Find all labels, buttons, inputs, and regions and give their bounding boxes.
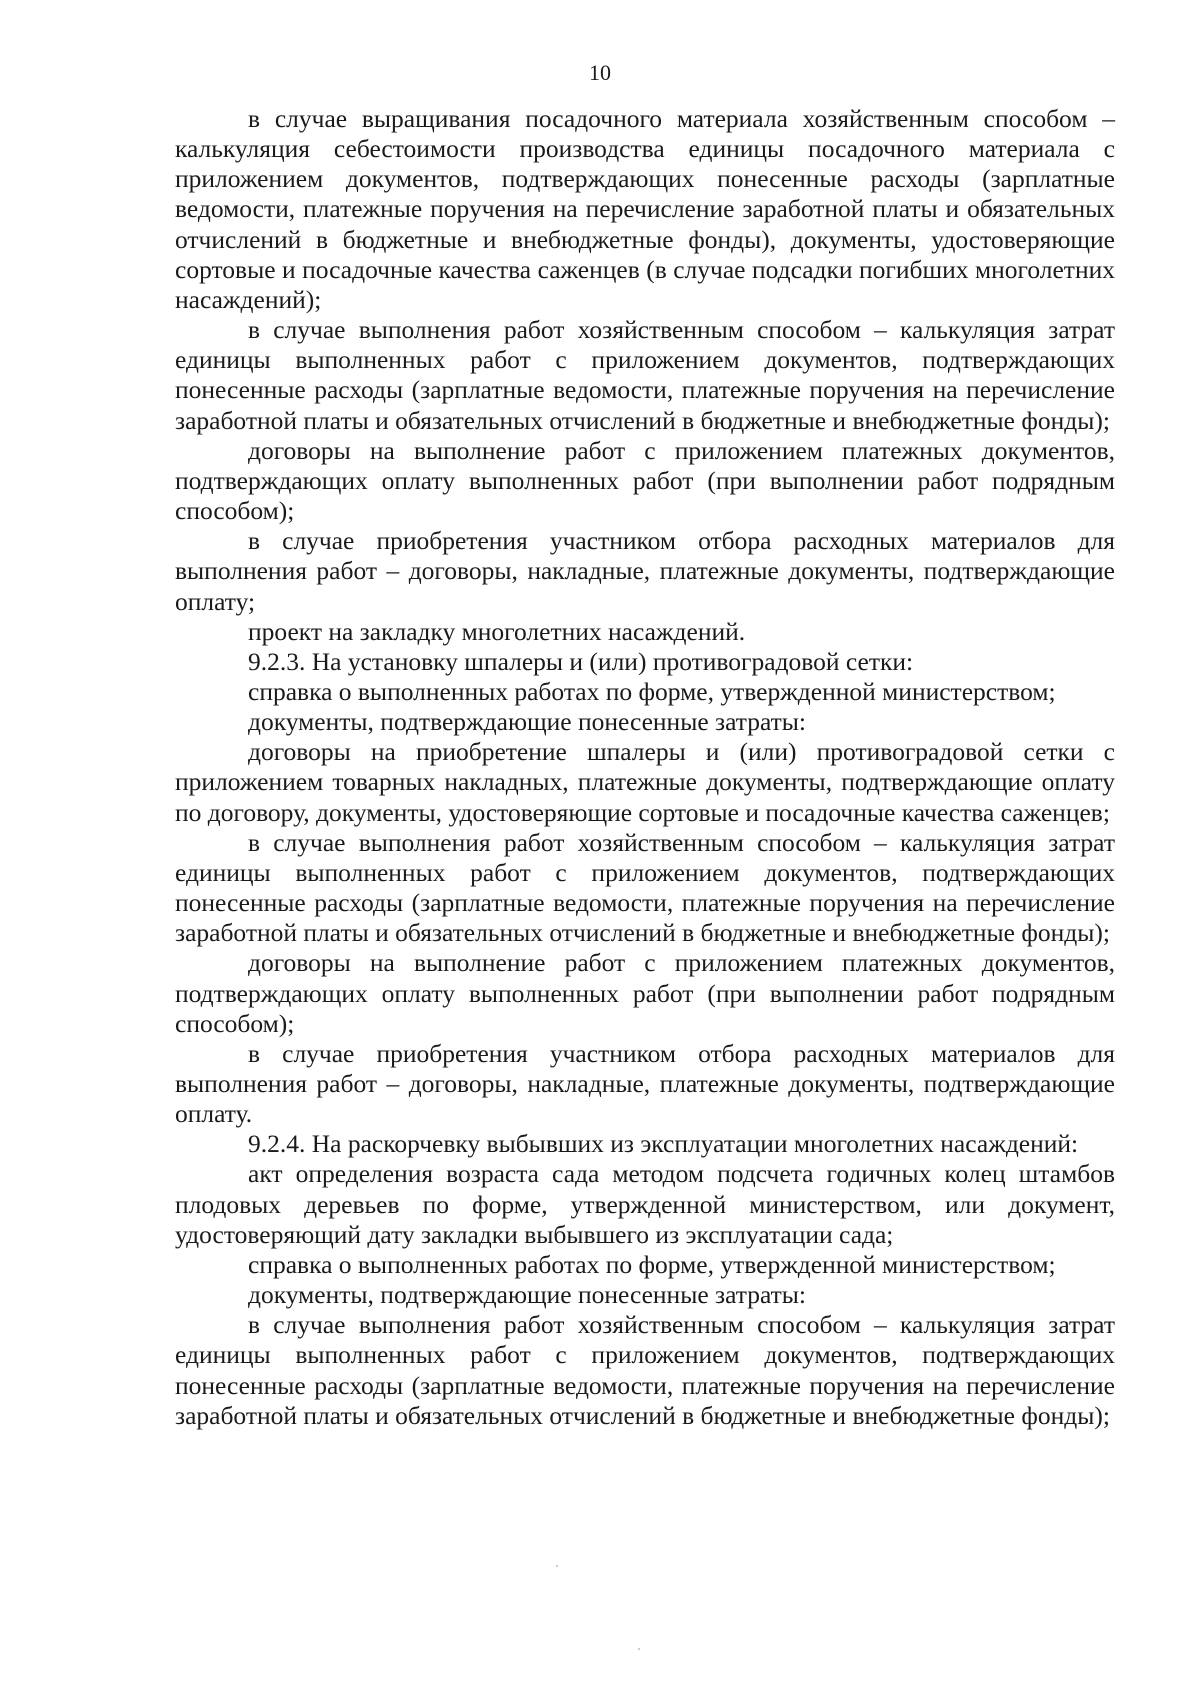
paragraph-9: договоры на приобретение шпалеры и (или) противоградовой сетки с приложением товарных накладных, платежные документы, подтверждающие оплату по договору, документы, удостоверяющие сортовые и посадочные качества саженцев; (175, 737, 1115, 827)
paragraph-8: документы, подтверждающие понесенные затраты: (248, 707, 806, 737)
page-number: 10 (589, 60, 611, 85)
scan-speck (556, 1565, 558, 1567)
paragraph-17: в случае выполнения работ хозяйственным способом – калькуляция затрат единицы выполненных работ с приложением документов, подтверждающих понесенные расходы (зарплатные ведомости, платежные поручения на перечисление заработной платы и обязательных отчислений в бюджетные и внебюджетные фонды); (175, 1310, 1115, 1430)
section-heading-9-2-3: 9.2.3. На установку шпалеры и (или) противоградовой сетки: (248, 646, 914, 676)
paragraph-3: договоры на выполнение работ с приложением платежных документов, подтверждающих оплату выполненных работ (при выполнении работ подрядным способом); (175, 435, 1115, 526)
paragraph-7: справка о выполненных работах по форме, утвержденной министерством; (248, 676, 1056, 706)
paragraph-10: в случае выполнения работ хозяйственным способом – калькуляция затрат единицы выполненных работ с приложением документов, подтверждающих понесенные расходы (зарплатные ведомости, платежные поручения на перечисление заработной платы и обязательных отчислений в бюджетные и внебюджетные фонды); (175, 827, 1115, 948)
paragraph-11: договоры на выполнение работ с приложением платежных документов, подтверждающих оплату выполненных работ (при выполнении работ подрядным способом); (175, 948, 1115, 1038)
paragraph-4: в случае приобретения участником отбора расходных материалов для выполнения работ – договоры, накладные, платежные документы, подтверждающие оплату; (175, 526, 1115, 616)
paragraph-14: акт определения возраста сада методом подсчета годичных колец штамбов плодовых деревьев по форме, утвержденной министерством, или документ, удостоверяющий дату закладки выбывшего из эксплуатации сада; (175, 1159, 1115, 1249)
paragraph-16: документы, подтверждающие понесенные затраты: (248, 1280, 806, 1310)
scan-speck (638, 1648, 640, 1650)
paragraph-1: в случае выращивания посадочного материала хозяйственным способом – калькуляция себестоимости производства единицы посадочного материала с приложением документов, подтверждающих понесенные расходы (зарплатные ведомости, платежные поручения на перечисление заработной платы и обязательных отчислений в бюджетные и внебюджетные фонды), документы, удостоверяющие сортовые и посадочные качества саженцев (в случае подсадки погибших многолетних насаждений); (175, 104, 1115, 314)
paragraph-5: проект на закладку многолетних насаждений. (248, 616, 746, 646)
section-heading-9-2-4: 9.2.4. На раскорчевку выбывших из эксплуатации многолетних насаждений: (248, 1129, 1079, 1159)
document-body (175, 104, 1115, 1431)
paragraph-2: в случае выполнения работ хозяйственным способом – калькуляция затрат единицы выполненных работ с приложением документов, подтверждающих понесенные расходы (зарплатные ведомости, платежные поручения на перечисление заработной платы и обязательных отчислений в бюджетные и внебюджетные фонды); (175, 315, 1115, 435)
paragraph-15: справка о выполненных работах по форме, утвержденной министерством; (248, 1249, 1056, 1279)
paragraph-12: в случае приобретения участником отбора расходных материалов для выполнения работ – договоры, накладные, платежные документы, подтверждающие оплату. (175, 1038, 1115, 1129)
